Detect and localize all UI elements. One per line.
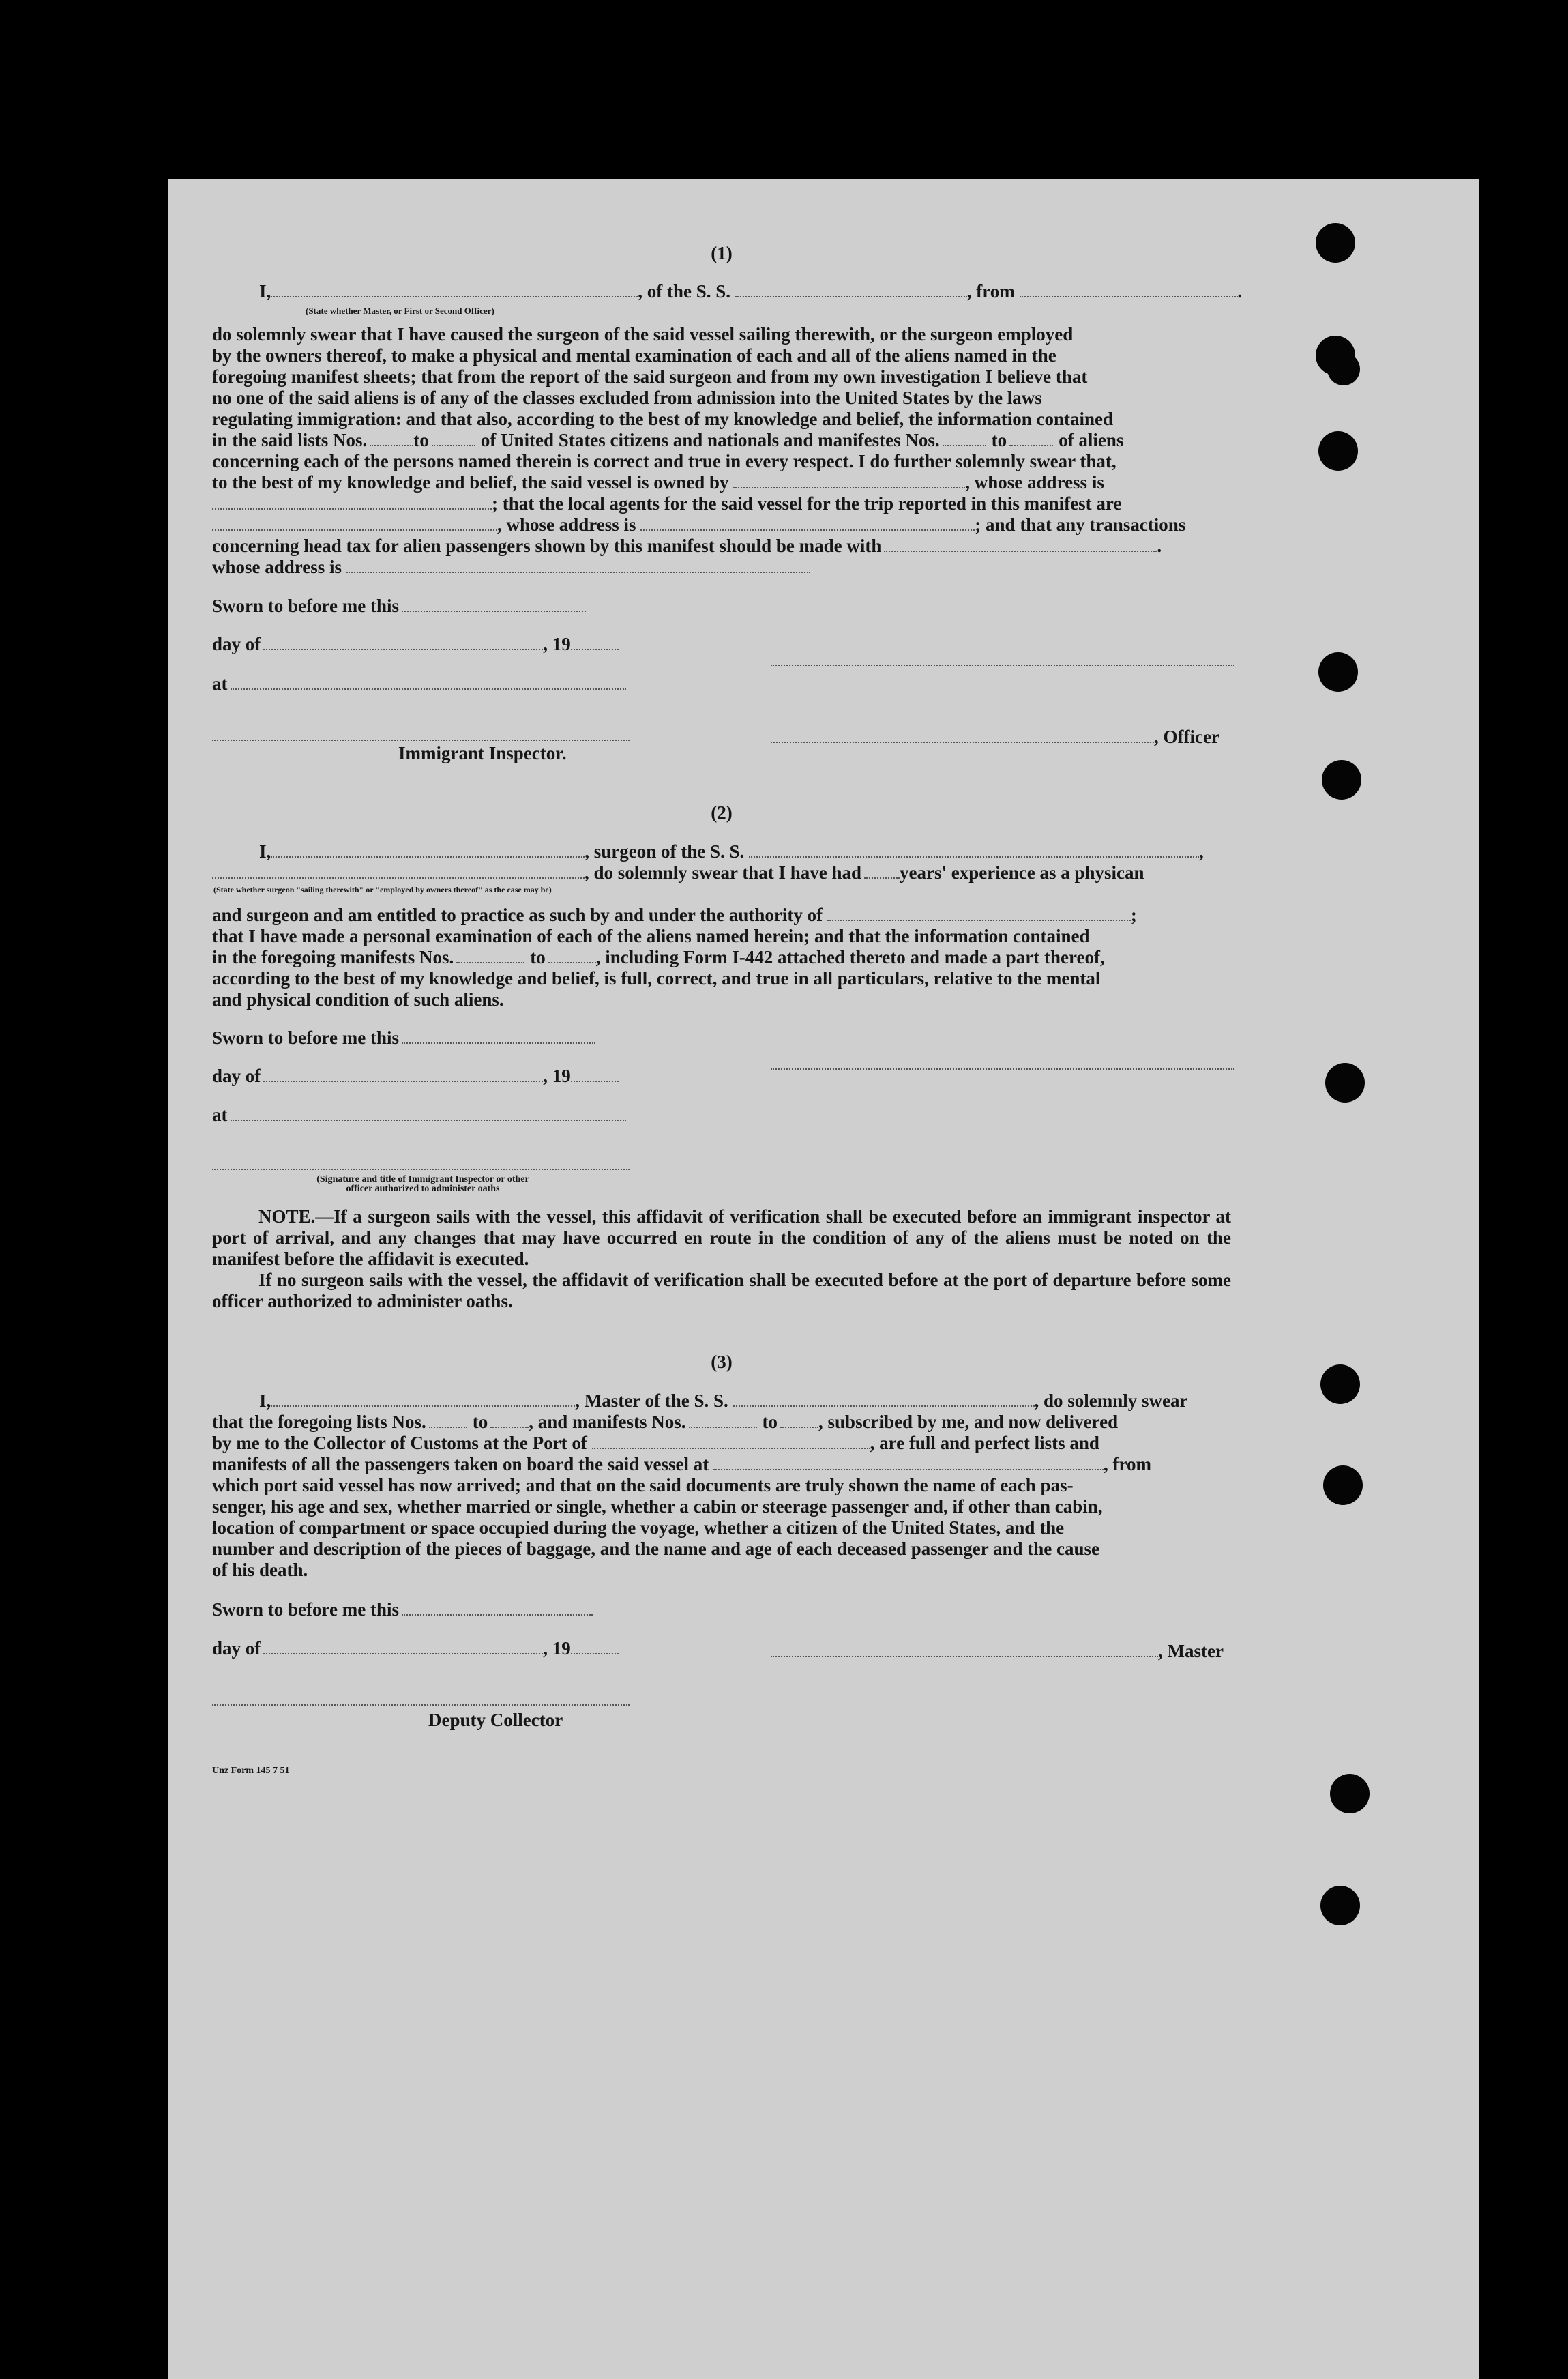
label-master: , Master [1158,1641,1224,1661]
punch-hole [1327,353,1360,385]
label-at: at [212,673,228,694]
label-at: at [212,1105,228,1125]
note-paragraph-1: NOTE.—If a surgeon sails with the vessel, this affidavit of verification shall be executed before an immigrant inspector at port of arrival, and any changes that may have occurred en route in the condition of any of the aliens must be noted on the manifest before the affidavit is executed. [212,1206,1231,1269]
month-blank[interactable] [263,1066,543,1082]
agent-address-blank[interactable] [640,514,975,531]
section1-oath-line [259,281,1242,302]
label-manifests: , and manifests Nos. [529,1412,686,1432]
month-blank[interactable] [263,634,543,650]
section3-line: which port said vessel has now arrived; and that on the said documents are truly shown the name of each pas- [212,1475,1074,1495]
sig-note-line: (Signature and title of Immigrant Inspector or other [316,1174,529,1184]
section2-line: that I have made a personal examination of each of the aliens named herein; and that the information contained [212,926,1090,946]
manifest-to-blank[interactable] [548,947,596,963]
vessel-name-blank[interactable] [749,841,1199,858]
section2-number: (2) [711,802,733,823]
punch-hole [1323,1465,1363,1505]
label-local-agents: ; that the local agents for the said vessel for the trip reported in this manifest are [492,493,1122,514]
label-taken-on-board: manifests of all the passengers taken on board the said vessel at [212,1454,709,1474]
label-lists: in the said lists Nos. [212,430,368,450]
section3-line: number and description of the pieces of baggage, and the name and age of each deceased passenger and the cause [212,1538,1100,1559]
section1-line: foregoing manifest sheets; that from the report of the said surgeon and from my own investigation I believe that [212,366,1088,387]
label-manifests: in the foregoing manifests Nos. [212,947,454,967]
label-day-of: day of [212,1638,261,1659]
section1-at [212,673,626,695]
label-to: to [991,430,1007,450]
section2-day [212,1066,619,1087]
label-19: , 19 [543,634,571,654]
section3-number: (3) [711,1352,733,1372]
label-19: , 19 [543,1638,571,1659]
section3-sworn [212,1599,593,1620]
manifest-from-blank[interactable] [943,430,986,446]
label-aliens: of aliens [1059,430,1124,450]
label-solemnly: , do solemnly swear that I have had [585,862,862,883]
year-blank[interactable] [571,1638,619,1654]
label-dot: . [1237,281,1243,302]
head-tax-blank[interactable] [884,536,1157,552]
section2-manifests-line [212,947,1231,968]
surgeon-note: (State whether surgeon "sailing therewith" or "employed by owners thereof" as the case may be) [213,885,552,894]
immigrant-inspector-label: Immigrant Inspector. [398,743,567,763]
punch-hole [1330,1774,1370,1813]
punch-hole [1316,223,1355,263]
section2-surgeon-line [259,841,1204,862]
blank-signature-line[interactable] [771,663,1234,666]
label-agent-address: , whose address is [497,514,636,535]
punch-hole [1320,1886,1360,1925]
label-comma: , [1199,841,1204,862]
sworn-date-blank[interactable] [402,596,586,612]
sig-note-line: officer authorized to administer oaths [346,1184,500,1194]
year-blank[interactable] [571,1066,619,1082]
section3-manifests-line [212,1454,1231,1475]
label-owned: to the best of my knowledge and belief, the said vessel is owned by [212,472,729,493]
label-of-ss: , of the S. S. [638,281,731,302]
officer-name-blank[interactable] [271,281,638,297]
section3-master-line [259,1390,1188,1412]
list-to-blank[interactable] [432,430,475,446]
vessel-name-blank[interactable] [735,281,967,297]
label-day-of: day of [212,634,261,654]
label-to: to [762,1412,778,1432]
section1-line: concerning each of the persons named therein is correct and true in every respect. I do further solemnly swear that, [212,451,1116,471]
master-signature [771,1641,1224,1662]
section1-day [212,634,619,655]
section1-agent-address-line [212,514,1231,536]
section3-day [212,1638,619,1659]
section1-headtax-line [212,536,1231,557]
label-sworn: Sworn to before me this [212,1027,399,1048]
from-port-blank[interactable] [1020,281,1238,297]
section1-number: (1) [711,243,733,263]
punch-hole [1325,1063,1365,1103]
section2-body [212,905,1231,1010]
label-to: to [472,1412,488,1432]
departure-port-blank[interactable] [713,1454,1104,1470]
label-i: I, [259,1390,271,1411]
label-head-tax: concerning head tax for alien passengers shown by this manifest should be made with [212,536,882,556]
authority-blank[interactable] [827,905,1131,921]
section3-body [212,1412,1231,1581]
label-transactions: ; and that any transactions [975,514,1186,535]
label-i: I, [259,281,271,302]
sworn-date-blank[interactable] [402,1599,593,1616]
section2-line: and physical condition of such aliens. [212,989,504,1010]
inspector-signature-line[interactable] [212,1167,630,1170]
section1-line: by the owners thereof, to make a physical and mental examination of each and all of the aliens named in the [212,345,1056,366]
years-blank[interactable] [864,862,900,879]
label-do-swear: , do solemnly swear [1034,1390,1188,1411]
head-tax-address-blank[interactable] [346,557,810,573]
section2-sworn [212,1027,595,1049]
month-blank[interactable] [263,1638,543,1654]
officer-note: (State whether Master, or First or Second Officer) [306,306,494,316]
punch-hole [1320,1364,1360,1404]
label-day-of: day of [212,1066,261,1086]
label-authority: and surgeon and am entitled to practice as such by and under the authority of [212,905,823,925]
surgeon-name-blank[interactable] [271,841,585,858]
deputy-collector-label: Deputy Collector [428,1710,563,1730]
section1-lists-line [212,430,1231,451]
note-block [212,1206,1231,1312]
label-to: to [530,947,546,967]
label-subscribed: , subscribed by me, and now delivered [818,1412,1119,1432]
label-sworn: Sworn to before me this [212,596,399,616]
label-from: , from [1104,1454,1151,1474]
label-owner-address: , whose address is [965,472,1104,493]
label-full-lists: , are full and perfect lists and [870,1433,1099,1453]
agent-name-blank[interactable] [212,514,497,531]
label-to: to [413,430,429,450]
punch-hole [1318,431,1358,471]
place-blank[interactable] [231,1105,626,1121]
master-signature-blank[interactable] [771,1641,1158,1657]
label-sworn: Sworn to before me this [212,1599,399,1620]
section2-years-line [212,862,1144,884]
label-semicolon: ; [1130,905,1137,925]
label-lists: that the foregoing lists Nos. [212,1412,426,1432]
section2-line: according to the best of my knowledge and belief, is full, correct, and true in all particulars, relative to the mental [212,968,1101,989]
manifest-to-blank[interactable] [1009,430,1053,446]
officer-signature-blank[interactable] [771,727,1154,743]
vessel-name-blank[interactable] [733,1390,1035,1407]
inspector-signature-line[interactable] [212,738,630,741]
section3-line: location of compartment or space occupied during the voyage, whether a citizen of the United States, and the [212,1517,1065,1538]
sworn-date-blank[interactable] [402,1027,595,1044]
list-from-blank[interactable] [429,1412,467,1428]
surgeon-status-blank[interactable] [212,862,585,879]
section1-line: regulating immigration: and that also, according to the best of my knowledge and belief, the information contained [212,409,1113,429]
section1-sworn [212,596,586,617]
label-officer: , Officer [1154,727,1219,747]
section1-line: no one of the said aliens is of any of the classes excluded from admission into the United States by the laws [212,388,1042,408]
signature-note [266,1175,580,1194]
section3-line: senger, his age and sex, whether married or single, whether a cabin or steerage passenger and, if other than cabin, [212,1496,1103,1517]
owner-blank[interactable] [733,472,965,488]
deputy-signature-line[interactable] [212,1703,630,1706]
owner-address-blank[interactable] [212,493,492,510]
label-surgeon-of: , surgeon of the S. S. [585,841,745,862]
year-blank[interactable] [571,634,619,650]
section3-port-line [212,1433,1231,1454]
section2-authority-line [212,905,1231,926]
label-master-of: , Master of the S. S. [575,1390,728,1411]
section1-owned-line [212,472,1231,493]
label-form-i442: , including Form I-442 attached thereto and made a part thereof, [595,947,1105,967]
label-dot: . [1157,536,1162,556]
label-port: by me to the Collector of Customs at the Port of [212,1433,587,1453]
section1-whose-line [212,557,1231,578]
note-paragraph-2: If no surgeon sails with the vessel, the affidavit of verification shall be executed before at the port of departure before some officer authorized to administer oaths. [212,1270,1231,1311]
punch-hole [1322,760,1361,800]
list-from-blank[interactable] [370,430,413,446]
section1-line: do solemnly swear that I have caused the surgeon of the said vessel sailing therewith, or the surgeon employed [212,324,1074,345]
form-number: Unz Form 145 7 51 [212,1766,290,1776]
surgeon-signature-line[interactable] [771,1067,1234,1070]
master-name-blank[interactable] [271,1390,575,1407]
label-from: , from [966,281,1015,302]
officer-signature [771,727,1219,748]
list-to-blank[interactable] [490,1412,529,1428]
punch-hole [1318,652,1358,692]
label-citizens: of United States citizens and nationals and manifestes Nos. [480,430,940,450]
manifest-to-blank[interactable] [780,1412,818,1428]
label-whose-address: whose address is [212,557,342,577]
section1-body [212,324,1231,578]
manifest-from-blank[interactable] [456,947,524,963]
section3-line: of his death. [212,1560,308,1580]
manifest-from-blank[interactable] [689,1412,757,1428]
section3-lists-line [212,1412,1231,1433]
section2-at [212,1105,626,1126]
place-blank[interactable] [231,673,626,690]
section1-agents-line [212,493,1231,514]
label-i: I, [259,841,271,862]
label-years: years' experience as a physican [900,862,1144,883]
port-blank[interactable] [592,1433,870,1449]
label-19: , 19 [543,1066,571,1086]
